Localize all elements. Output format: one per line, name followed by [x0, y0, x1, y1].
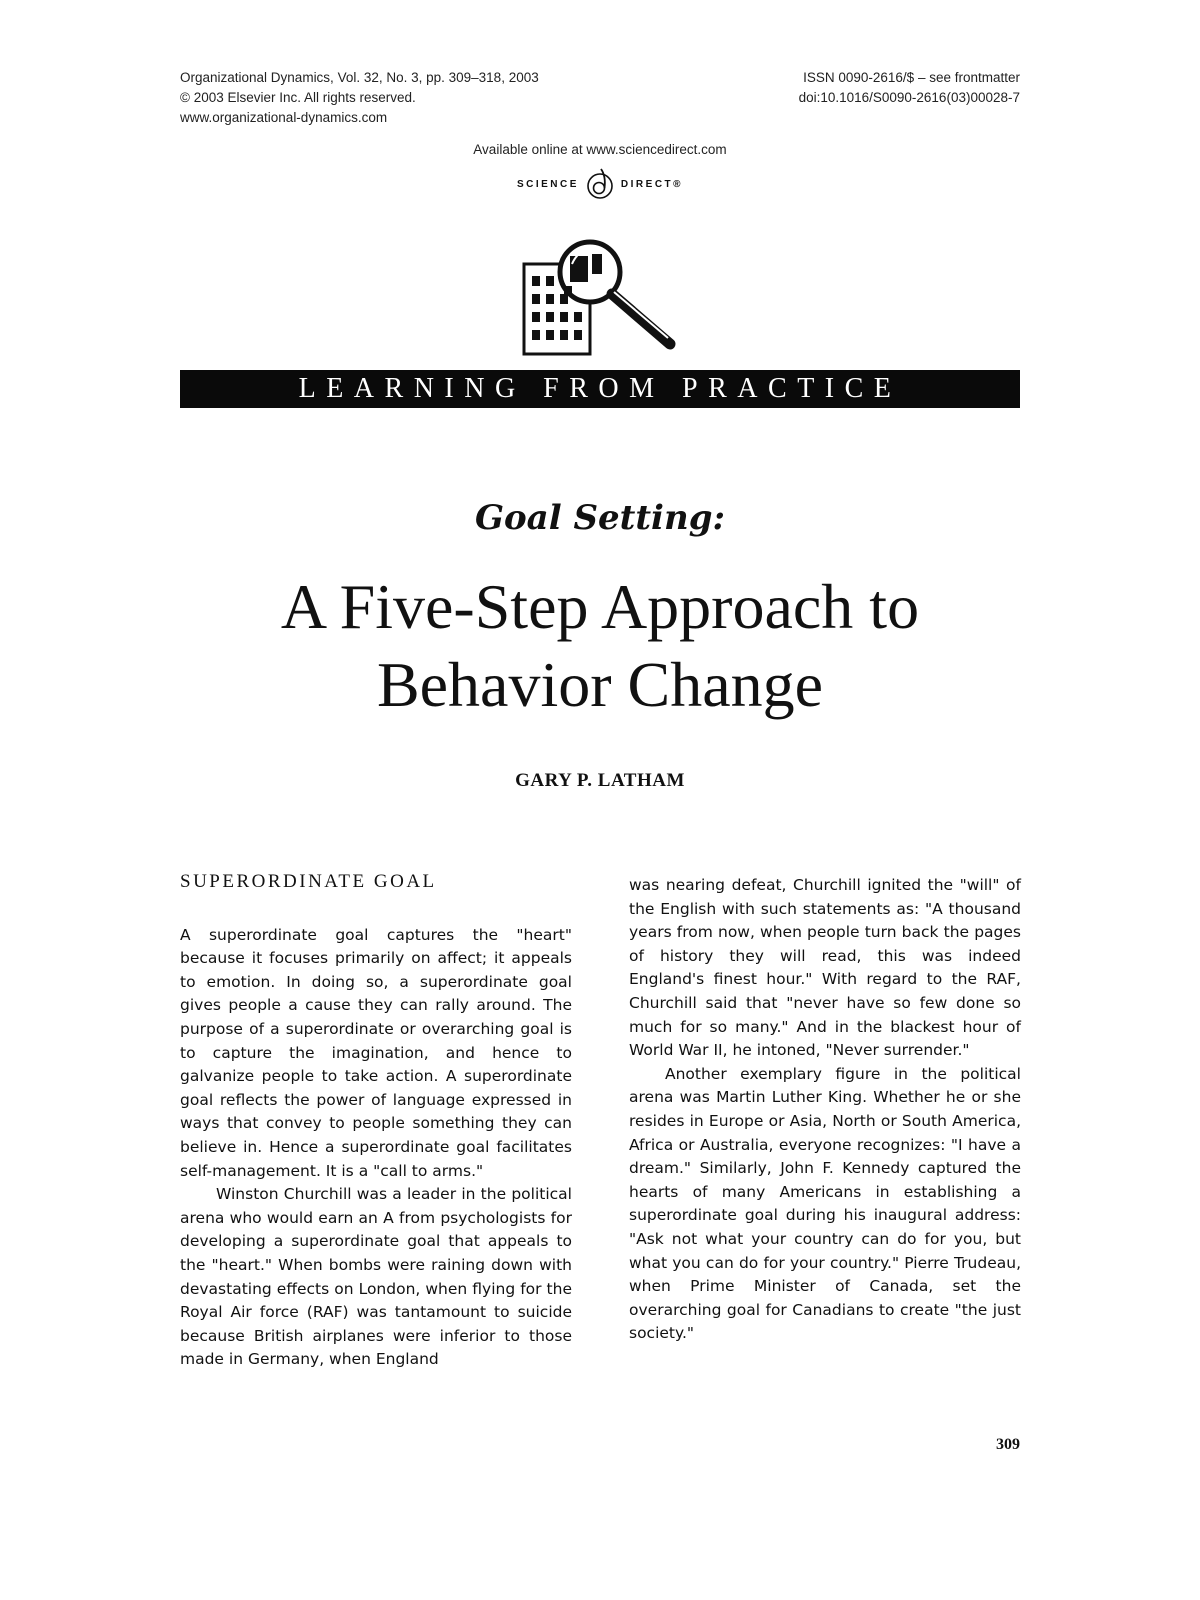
- section-heading: SUPERORDINATE GOAL: [180, 871, 437, 892]
- paragraph: Another exemplary figure in the political arena was Martin Luther King. Whether he or she resides in Europe or Asia, North or South America, Africa or Australia, everyone recognizes: "I have a dream." Similarly, John F. Kennedy captured the hearts of many Americans in establishing a superordinate goal during his inaugural address: "Ask not what your country can do for you, but what you can do for your country." Pierre Trudeau, when Prime Minister of Canada, set the overarching goal for Canadians to create "the just society.": [629, 1064, 1021, 1343]
- issn-block: [600, 68, 1020, 108]
- sciencedirect-logo: [0, 164, 1200, 204]
- article-title: [0, 568, 1200, 724]
- issn-line: ISSN 0090-2616/$ – see frontmatter: [803, 70, 1020, 85]
- building-magnifier-icon: [520, 236, 680, 358]
- logo-word-science: SCIENCE: [516, 178, 579, 190]
- author-name: GARY P. LATHAM: [515, 770, 685, 791]
- citation-website[interactable]: www.organizational-dynamics.com: [180, 110, 388, 125]
- paragraph: A superordinate goal captures the "heart" because it focuses primarily on affect; it appeals to emotion. In doing so, a superordinate goal gives people a cause they can rally around. The purpose of a superordinate or overarching goal is to capture the imagination, and hence to galvanize people to take action. A superordinate goal reflects the power of language expressed in ways that convey to people something they can believe in. Hence a superordinate goal facilitates self-management. It is a "call to arms.": [180, 925, 572, 1180]
- sciencedirect-d-icon: [585, 166, 615, 202]
- body-column-right: [629, 874, 1021, 1346]
- paragraph: Winston Churchill was a leader in the political arena who would earn an A from psychologists for developing a superordinate goal that appeals to the "heart." When bombs were raining down with devastating effects on London, when flying for the Royal Air force (RAF) was tantamount to suicide because British airplanes were inferior to those made in Germany, when England: [180, 1185, 572, 1369]
- page-number: 309: [996, 1436, 1020, 1453]
- section-banner: LEARNING FROM PRACTICE: [180, 370, 1020, 408]
- title-line-2: Behavior Change: [376, 649, 824, 720]
- body-column-left: [180, 870, 572, 1372]
- logo-word-direct: DIRECT®: [620, 178, 684, 190]
- available-online-text[interactable]: Available online at www.sciencedirect.com: [473, 142, 727, 157]
- paragraph: was nearing defeat, Churchill ignited the "will" of the English with such statements as: "A thousand years from now, when people turn back the pages of history they will read, this was indeed England's finest hour." With regard to the RAF, Churchill said that "never have so few done so much for so many." And in the blackest hour of World War II, he intoned, "Never surrender.": [629, 876, 1021, 1060]
- citation-journal: Organizational Dynamics, Vol. 32, No. 3, pp. 309–318, 2003: [180, 70, 539, 85]
- citation-copyright: © 2003 Elsevier Inc. All rights reserved.: [180, 90, 416, 105]
- title-line-1: A Five-Step Approach to: [280, 571, 920, 642]
- article-kicker: Goal Setting:: [474, 498, 726, 538]
- doi-line[interactable]: doi:10.1016/S0090-2616(03)00028-7: [798, 90, 1020, 105]
